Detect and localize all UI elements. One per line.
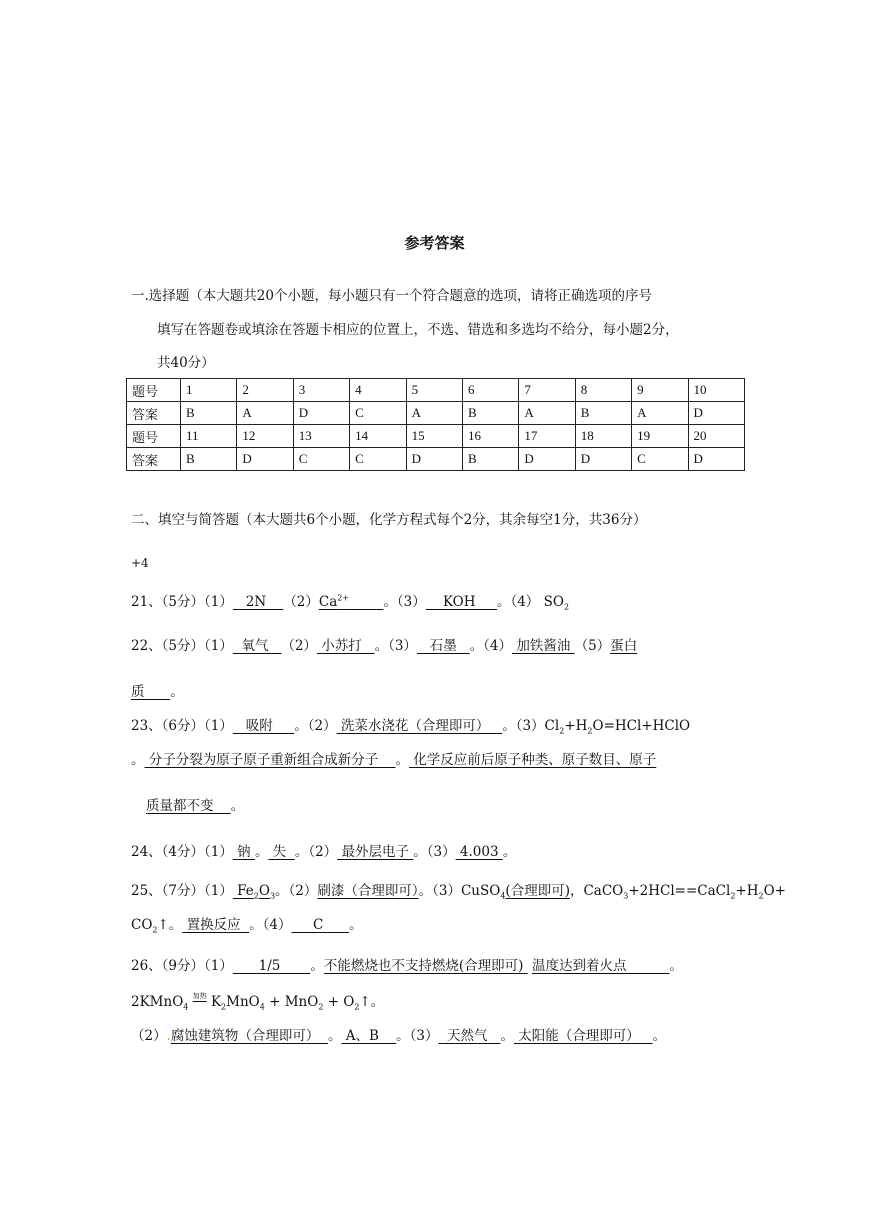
table-cell: 14 xyxy=(350,425,406,448)
section2-heading: 二、填空与简答题（本大题共6个小题，化学方程式每个2分，其余每空1分，共36分） xyxy=(131,512,647,528)
table-cell: D xyxy=(688,448,744,471)
page-title: 参考答案 xyxy=(404,234,465,252)
table-cell: 3 xyxy=(293,379,349,402)
table-cell: 10 xyxy=(688,379,744,402)
table-cell: 17 xyxy=(519,425,575,448)
table-cell: 9 xyxy=(632,379,688,402)
question-26-line3: （2）.腐蚀建筑物（合理即可） 。 A、B 。（3） 天然气 。 太阳能（合理即可） 。 xyxy=(131,1028,667,1044)
table-cell: B xyxy=(462,402,518,425)
table-cell: D xyxy=(519,448,575,471)
table-cell: 11 xyxy=(181,425,237,448)
table-cell: C xyxy=(350,448,406,471)
table-cell: C xyxy=(293,448,349,471)
question-24: 24、（4分）（1） 钠 。 失 。（2） 最外层电子 。（3） 4.003 。 xyxy=(131,844,517,860)
question-26-equation: 2KMnO$_4$ $^{加热}$ $K_2MnO_4 + MnO_2$ + $O_2↑$。 xyxy=(131,992,385,1012)
table-cell: A xyxy=(406,402,462,425)
table-cell: D xyxy=(688,402,744,425)
question-23-line3: 质量都不变 。 xyxy=(146,798,245,814)
table-cell: B xyxy=(575,402,631,425)
table-cell: A xyxy=(237,402,293,425)
table-row xyxy=(127,379,745,402)
table-cell: B xyxy=(181,402,237,425)
table-cell: 8 xyxy=(575,379,631,402)
table-cell: D xyxy=(237,448,293,471)
row-label: 答案 xyxy=(127,448,181,471)
table-cell: 2 xyxy=(237,379,293,402)
row-label: 题号 xyxy=(127,379,181,402)
row-label: 题号 xyxy=(127,425,181,448)
question-26: 26、（9分）（1） 1/5 。不能燃烧也不支持燃烧(合理即可) 温度达到着火点 。 xyxy=(131,958,683,974)
table-cell: 20 xyxy=(688,425,744,448)
question-21: 21、（5分）（1） 2N $(2)Ca^{2+}$ 。（3） KOH 。（4） $SO_2$ xyxy=(131,593,570,612)
table-cell: 18 xyxy=(575,425,631,448)
table-cell: 1 xyxy=(181,379,237,402)
table-cell: A xyxy=(632,402,688,425)
section1-heading-line1: 一.选择题（本大题共20个小题，每小题只有一个符合题意的选项，请将正确选项的序号 xyxy=(131,288,652,304)
table-row xyxy=(127,425,745,448)
table-row xyxy=(127,402,745,425)
table-cell: D xyxy=(293,402,349,425)
table-cell: 5 xyxy=(406,379,462,402)
table-cell: B xyxy=(462,448,518,471)
section1-heading-line2: 填写在答题卷或填涂在答题卡相应的位置上，不选、错选和多选均不给分，每小题2分， xyxy=(157,322,679,338)
question-22: 22、（5分）（1） 氧气 （2） 小苏打 。（3） 石墨 。（4） 加铁酱油 （5）蛋白 xyxy=(131,638,638,654)
table-row xyxy=(127,448,745,471)
answer-table xyxy=(126,378,745,471)
question-25-line2: $CO_2↑$。 置换反应 。（4） C 。 xyxy=(131,917,363,935)
question-22-cont: 质 。 xyxy=(131,684,184,700)
table-cell: 4 xyxy=(350,379,406,402)
table-cell: 16 xyxy=(462,425,518,448)
table-cell: D xyxy=(575,448,631,471)
row-label: 答案 xyxy=(127,402,181,425)
question-23: 23、（6分）（1） 吸附 。（2） 洗菜水浇花（合理即可） 。$(3)Cl_2+H_2O=HCl+HClO$ xyxy=(131,718,691,736)
question-25: 25、（7分）（1） $Fe_2O_3$。（2）刷漆（合理即可）。（3）CuSO$_4$(合理即可)，$CaCO_3+2HCl==CaCl_2+H_2O+$ xyxy=(131,883,786,901)
table-cell: 12 xyxy=(237,425,293,448)
table-cell: 13 xyxy=(293,425,349,448)
table-cell: 7 xyxy=(519,379,575,402)
valence-annotation: +4 xyxy=(131,556,149,570)
question-23-line2: 。 分子分裂为原子原子重新组合成新分子 。 化学反应前后原子种类、原子数目、原子 xyxy=(131,752,657,768)
table-cell: 15 xyxy=(406,425,462,448)
table-cell: B xyxy=(181,448,237,471)
table-cell: 19 xyxy=(632,425,688,448)
section1-heading-line3: 共40分） xyxy=(157,355,215,371)
table-cell: 6 xyxy=(462,379,518,402)
table-cell: C xyxy=(350,402,406,425)
table-cell: A xyxy=(519,402,575,425)
table-cell: D xyxy=(406,448,462,471)
table-cell: C xyxy=(632,448,688,471)
